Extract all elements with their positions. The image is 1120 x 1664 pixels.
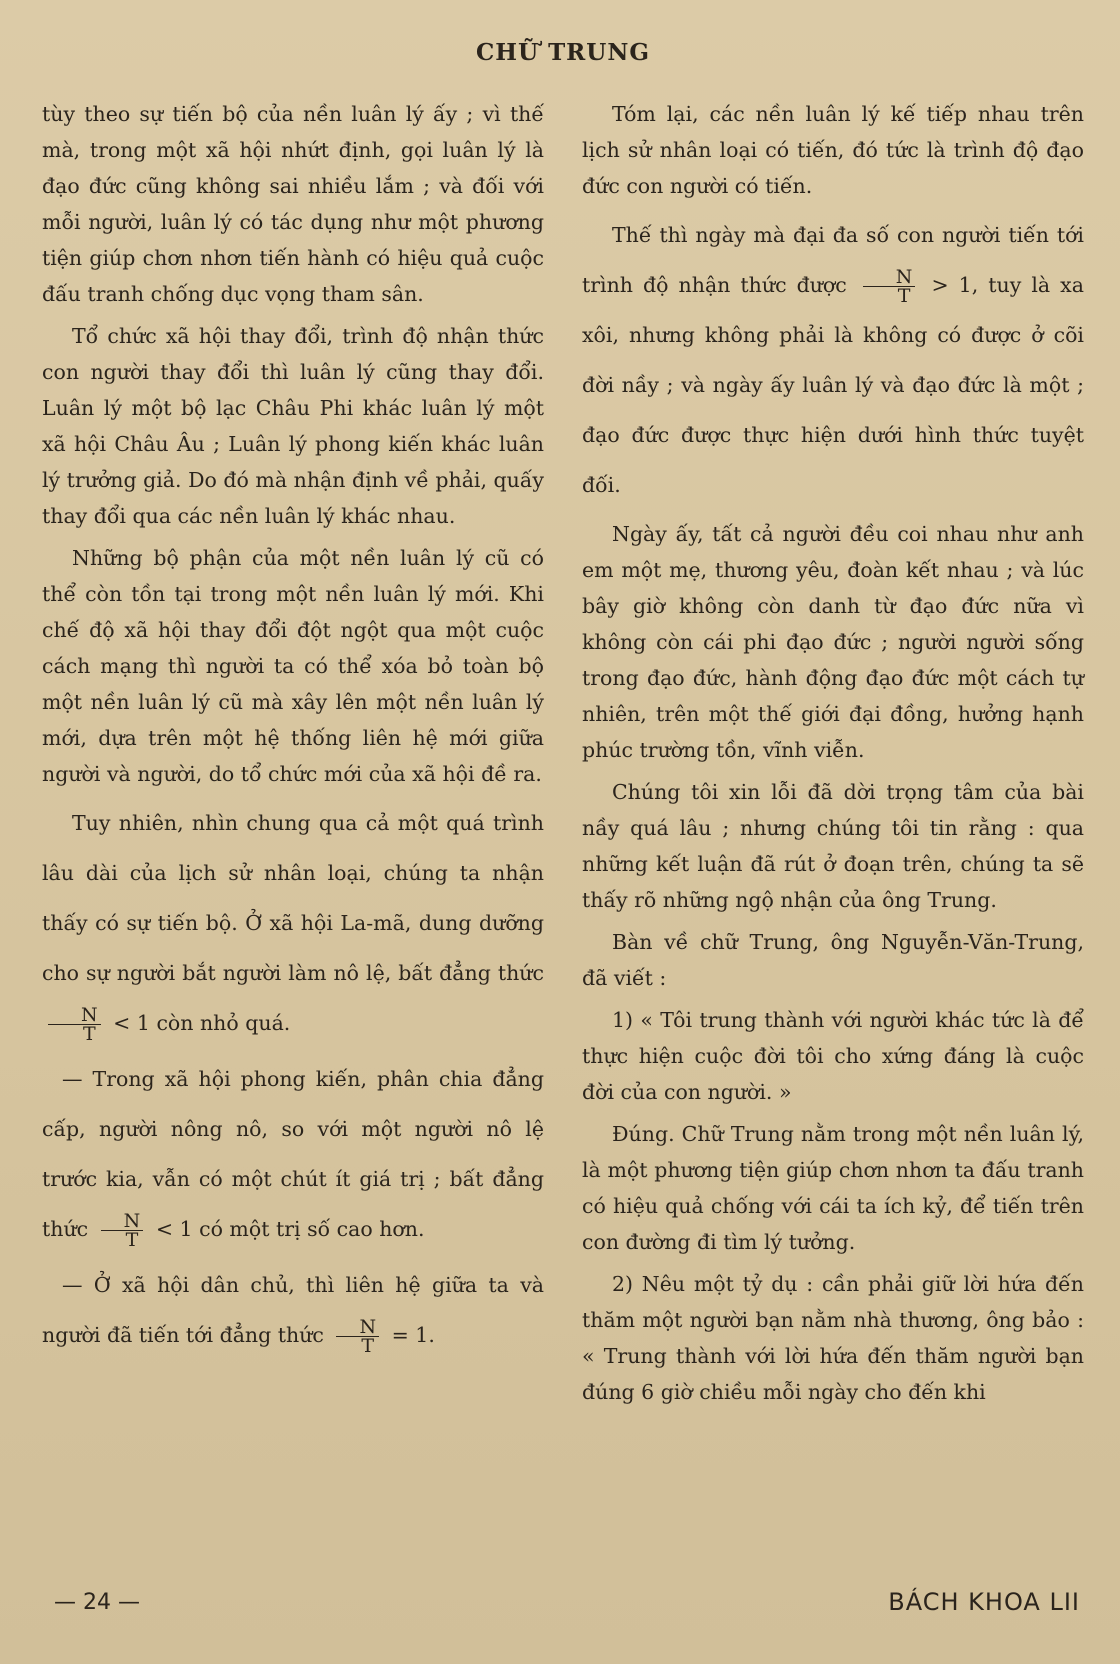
paragraph: Những bộ phận của một nền luân lý cũ có thể còn tồn tại trong một nền luân lý mới. Khi chế độ xã hội thay đổi đột ngột qua một cuộc cách mạng thì người ta có thể xóa bỏ toàn bộ một nền luân lý cũ mà xây lên một nền luân lý mới, dựa trên một hệ thống liên hệ mới giữa người và người, do tổ chức mới của xã hội đề ra. (42, 546, 544, 786)
paragraph-feudal-society (42, 1054, 544, 1254)
publication-name: BÁCH KHOA LII (888, 1588, 1080, 1616)
fraction-denominator: T (125, 1229, 139, 1251)
paragraph-text: — Trong xã hội phong kiến, phân chia đẳng cấp, người nông nô, so với một người nô lệ trước kia, vẫn có một chút ít giá trị ; bất đẳng thức (42, 1067, 544, 1241)
fraction-denominator: T (82, 1023, 96, 1045)
page-footer (54, 1588, 1080, 1616)
fraction-denominator: T (361, 1335, 375, 1357)
paragraph-roman-society (42, 798, 544, 1048)
inequality-less-than-one: < 1 (155, 1217, 193, 1241)
paragraph-great-majority: Thế thì ngày mà đại đa số con người tiến tới trình độ nhận thức được $\frac{N}{T}$ > 1, tuy là xa xôi, nhưng không phải là không có được ở cõi đời nầy ; và ngày ấy luân lý và đạo đức là một ; đạo đức được thực hiện dưới hình thức tuyệt đối. (582, 223, 1084, 497)
equation-equals-one: = 1. (391, 1323, 435, 1347)
paragraph-text: — Ở xã hội dân chủ, thì liên hệ giữa ta và người đã tiến tới đẳng thức (42, 1273, 544, 1347)
inequality-less-than-one: < 1 (113, 1011, 150, 1035)
paragraph: Chúng tôi xin lỗi đã dời trọng tâm của bài nầy quá lâu ; nhưng chúng tôi tin rằng : qua những kết luận đã rút ở đoạn trên, chúng ta sẽ thấy rõ những ngộ nhận của ông Trung. (582, 780, 1084, 912)
fraction-numerator: N (336, 1318, 379, 1337)
fraction-n-over-t (48, 1006, 101, 1043)
paragraph: Ngày ấy, tất cả người đều coi nhau như anh em một mẹ, thương yêu, đoàn kết nhau ; và lúc bây giờ không còn danh từ đạo đức nữa vì không còn cái phi đạo đức ; người người sống trong đạo đức, hành động đạo đức một cách tự nhiên, trên một thế giới đại đồng, hưởng hạnh phúc trường tồn, vĩnh viễn. (582, 522, 1084, 762)
paragraph: Bàn về chữ Trung, ông Nguyễn-Văn-Trung, đã viết : (582, 930, 1084, 990)
page-number: — 24 — (54, 1589, 140, 1615)
fraction-denominator: T (897, 285, 911, 307)
paragraph: 1) « Tôi trung thành với người khác tức là để thực hiện cuộc đời tôi cho xứng đáng là cuộc đời của con người. » (582, 1008, 1084, 1104)
right-column (582, 96, 1084, 1410)
inequality-greater-than-one: > 1 (931, 273, 972, 297)
fraction-n-over-t (863, 268, 916, 305)
fraction-numerator: N (863, 268, 916, 287)
text-columns (42, 96, 1084, 1410)
paragraph-democratic-society (42, 1260, 544, 1360)
paragraph-text: còn nhỏ quá. (156, 1011, 291, 1035)
paragraph-text: tuy là xa xôi, nhưng không phải là không có được ở cõi đời nầy ; và ngày ấy luân lý và đạo đức là một ; đạo đức được thực hiện dưới hình thức tuyệt đối. (582, 273, 1084, 497)
paragraph: Tóm lại, các nền luân lý kế tiếp nhau trên lịch sử nhân loại có tiến, đó tức là trình độ đạo đức con người có tiến. (582, 102, 1084, 198)
paragraph-text: Tuy nhiên, nhìn chung qua cả một quá trình lâu dài của lịch sử nhân loại, chúng ta nhận thấy có sự tiến bộ. Ở xã hội La-mã, dung dưỡng cho sự người bắt người làm nô lệ, bất đẳng thức (42, 811, 544, 985)
paragraph-text: có một trị số cao hơn. (199, 1217, 425, 1241)
fraction-numerator: N (48, 1006, 101, 1025)
left-column (42, 96, 544, 1410)
paragraph: 2) Nêu một tỷ dụ : cần phải giữ lời hứa đến thăm một người bạn nằm nhà thương, ông bảo : « Trung thành với lời hứa đến thăm người bạn đúng 6 giờ chiều mỗi ngày cho đến khi (582, 1272, 1084, 1404)
paragraph-text: Thế thì ngày mà đại đa số con người tiến tới trình độ nhận thức được (582, 223, 1084, 297)
running-title: CHỮ TRUNG (475, 39, 651, 66)
paragraph: Đúng. Chữ Trung nằm trong một nền luân lý, là một phương tiện giúp chơn nhơn ta đấu tranh có hiệu quả chống với cái ta ích kỷ, để tiến trên con đường đi tìm lý tưởng. (582, 1122, 1084, 1254)
paragraph: Tổ chức xã hội thay đổi, trình độ nhận thức con người thay đổi thì luân lý cũng thay đổi. Luân lý một bộ lạc Châu Phi khác luân lý một xã hội Châu Âu ; Luân lý phong kiến khác luân lý trưởng giả. Do đó mà nhận định về phải, quấy thay đổi qua các nền luân lý khác nhau. (42, 324, 544, 528)
fraction-numerator: N (101, 1212, 144, 1231)
fraction-n-over-t (336, 1318, 379, 1355)
fraction-n-over-t (101, 1212, 144, 1249)
paragraph: tùy theo sự tiến bộ của nền luân lý ấy ; vì thế mà, trong một xã hội nhứt định, gọi luân lý là đạo đức cũng không sai nhiều lắm ; và đối với mỗi người, luân lý có tác dụng như một phương tiện giúp chơn nhơn tiến hành có hiệu quả cuộc đấu tranh chống dục vọng tham sân. (42, 102, 544, 306)
